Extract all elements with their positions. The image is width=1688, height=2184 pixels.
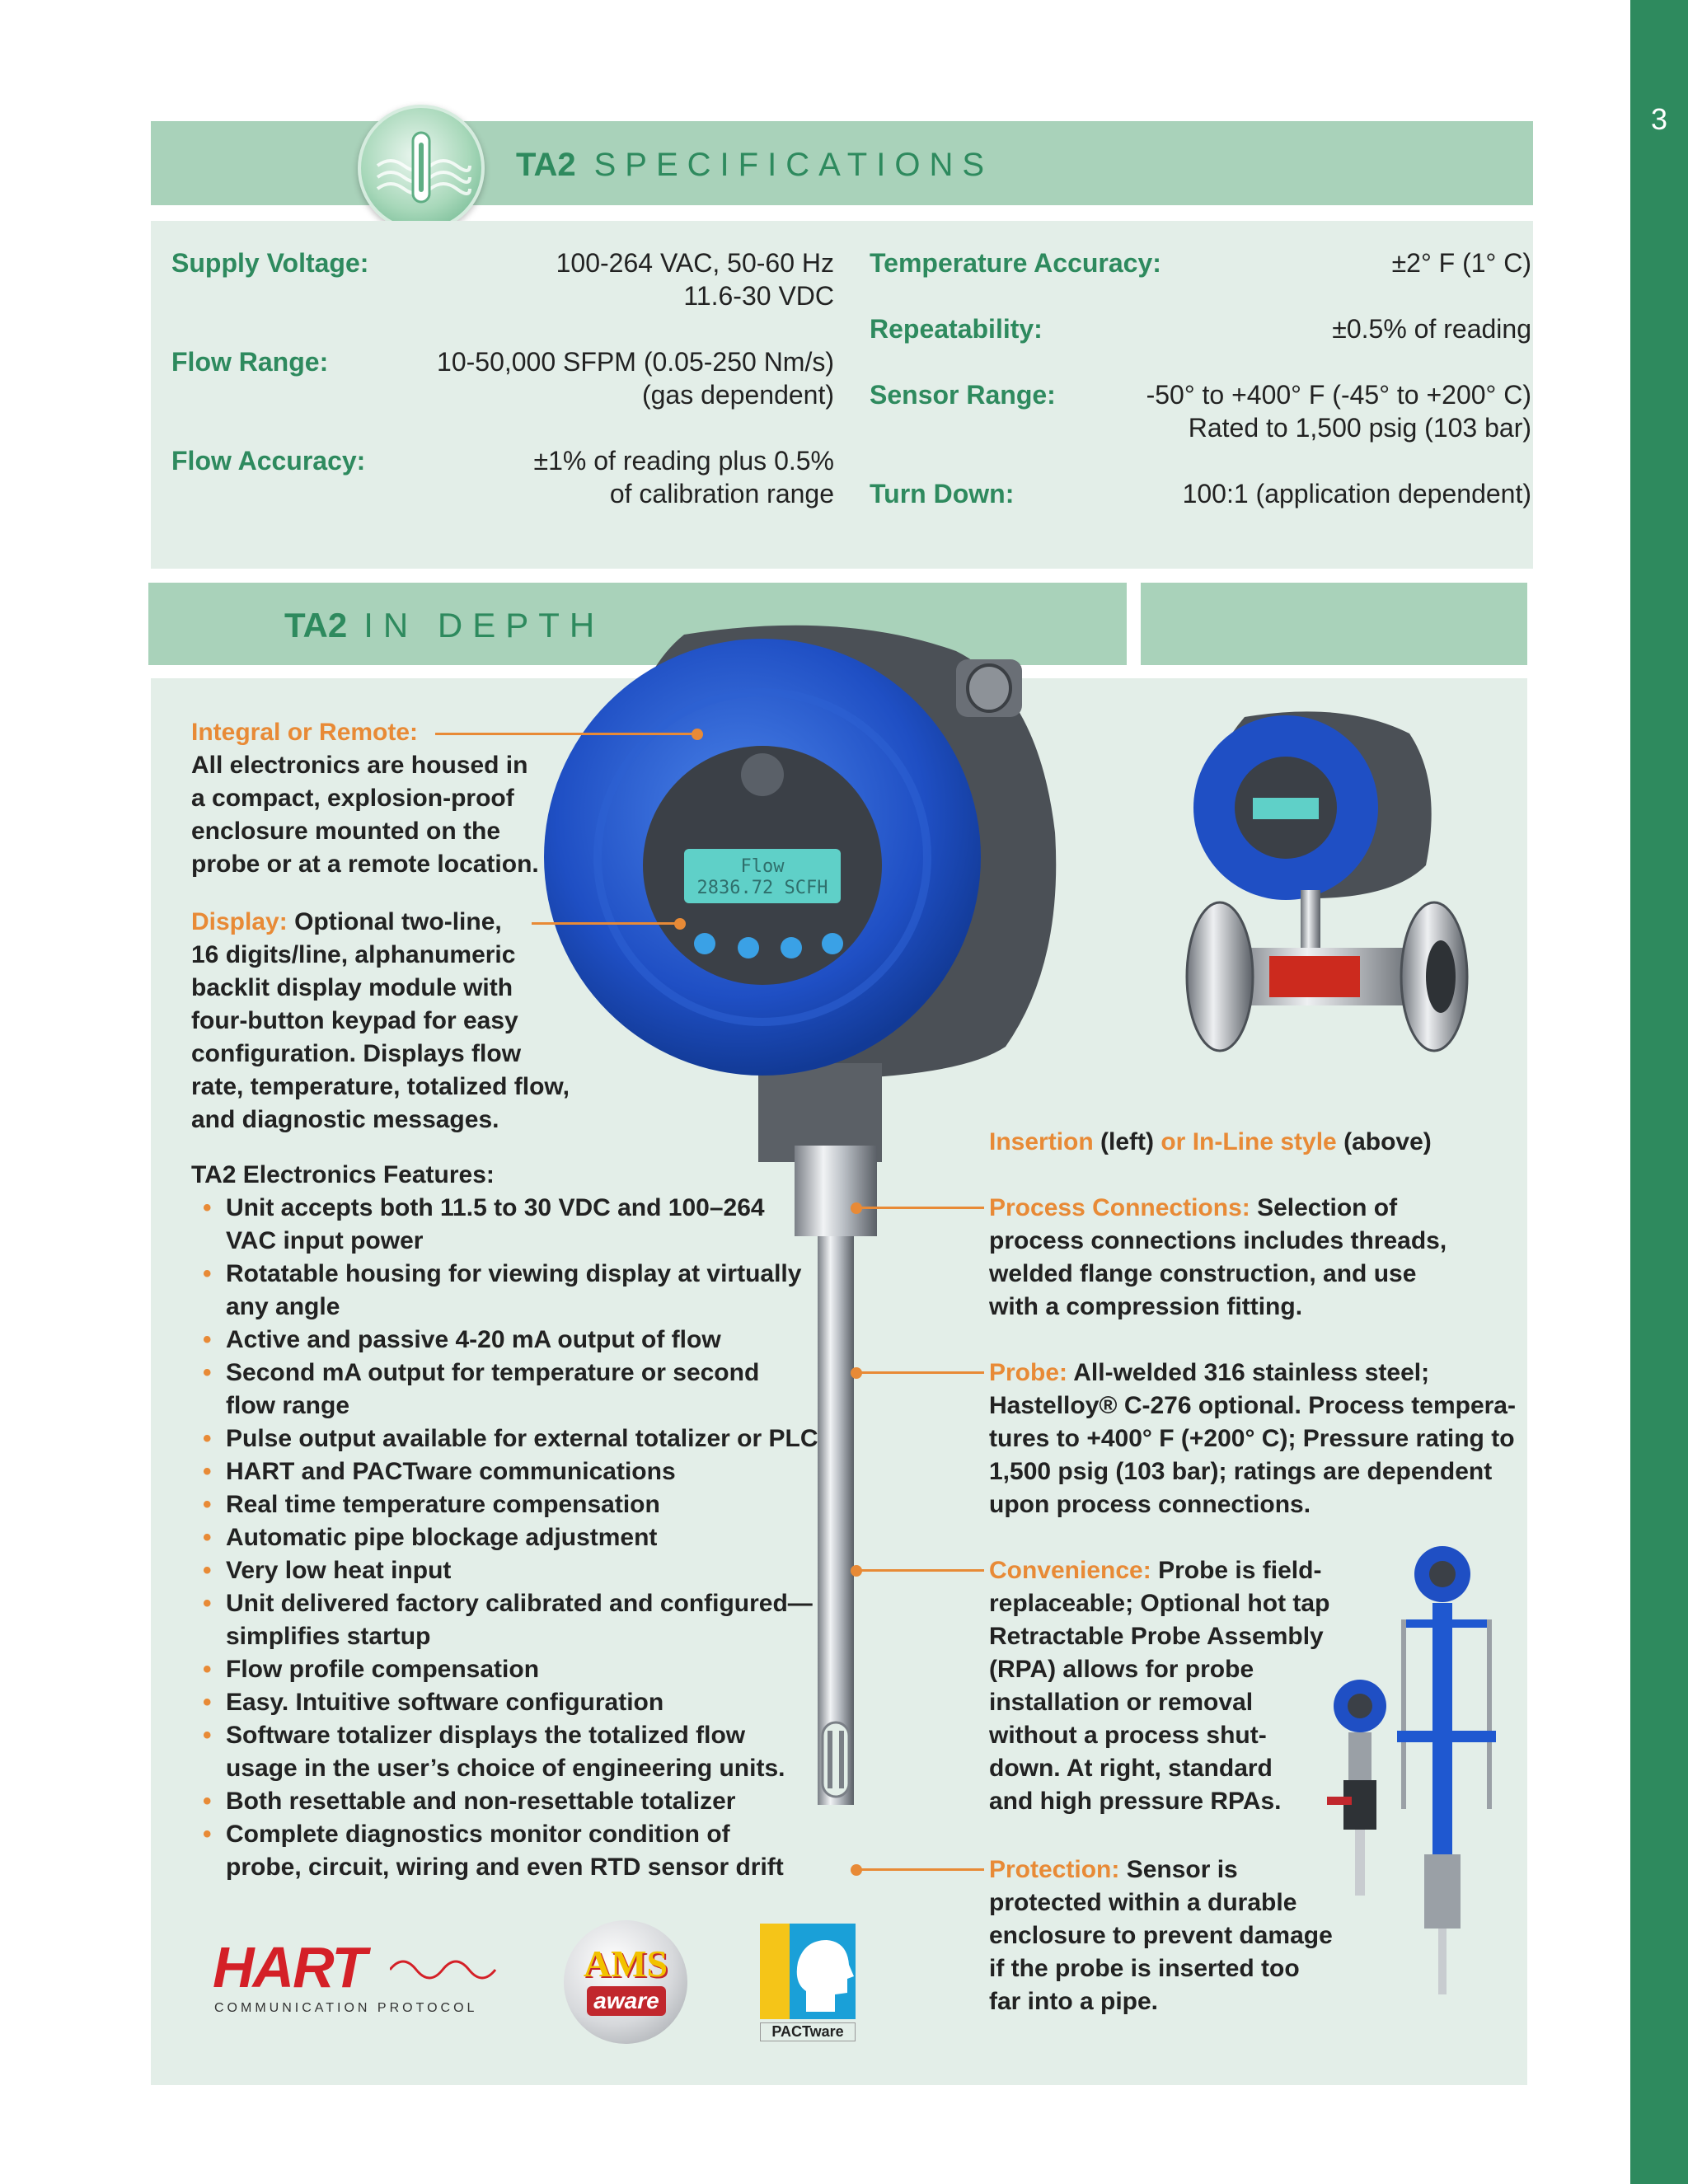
display-dot	[674, 918, 686, 930]
electronics-feature-item: • Unit delivered factory calibrated and configured— simplifies startup	[191, 1587, 834, 1653]
electronics-feature-item: • Pulse output available for external totalizer or PLC	[191, 1422, 834, 1455]
integral-remote-heading: Integral or Remote:	[191, 719, 419, 746]
flow-range-label: Flow Range:	[171, 347, 329, 377]
electronics-feature-item: • Active and passive 4-20 mA output of flow	[191, 1324, 834, 1357]
flow-range-value: 10-50,000 SFPM (0.05-250 Nm/s) (gas dependent)	[437, 347, 834, 410]
probe-leader	[860, 1371, 984, 1374]
electronics-feature-item: • Unit accepts both 11.5 to 30 VDC and 100–264 VAC input power	[191, 1192, 834, 1258]
convenience-heading: Convenience:	[989, 1557, 1151, 1584]
side-bar	[1630, 0, 1688, 2184]
electronics-features-list	[191, 1192, 834, 1884]
display-block: Display: Optional two-line, 16 digits/line, alphanumeric backlit display module with four-button keypad for easy configuration. Displays flow rate, temperature, totalized flow, and diagnostic messages.	[191, 908, 570, 1133]
pactware-head-icon	[790, 1933, 856, 2016]
electronics-feature-item: • Flow profile compensation	[191, 1653, 834, 1686]
electronics-feature-item: • Complete diagnostics monitor condition of probe, circuit, wiring and even RTD sensor drift	[191, 1818, 834, 1884]
pactware-logo: PACTware	[760, 1924, 856, 2039]
process-connections-heading: Process Connections:	[989, 1194, 1250, 1221]
electronics-features-heading: TA2 Electronics Features:	[191, 1161, 495, 1188]
flow-accuracy-label: Flow Accuracy:	[171, 446, 366, 476]
electronics-feature-item: • Both resettable and non-resettable totalizer	[191, 1785, 834, 1818]
electronics-feature-item: • Real time temperature compensation	[191, 1488, 834, 1521]
hart-wave-icon	[390, 1953, 497, 1986]
specifications-title: TA2 SPECIFICATIONS	[516, 147, 994, 183]
protection-block: Protection: Sensor is protected within a durable enclosure to prevent damage if the probe is inserted too far into a pipe.	[989, 1856, 1333, 2015]
display-line-2: 2836.72 SCFH	[696, 878, 828, 898]
electronics-feature-item: • HART and PACTware communications	[191, 1455, 834, 1488]
display-heading: Display:	[191, 908, 288, 935]
convenience-block: Convenience: Probe is field- replaceable; Optional hot tap Retractable Probe Assembly (RPA) allows for probe installation or removal without a process shut- down. At right, standard and high pressure RPAs.	[989, 1557, 1330, 1815]
hart-logo: HART COMMUNICATION PROTOCOL	[213, 1938, 497, 2029]
display-line-1: Flow	[740, 856, 785, 877]
sensor-range-label: Sensor Range:	[870, 380, 1056, 410]
convenience-leader	[860, 1569, 984, 1572]
turn-down-label: Turn Down:	[870, 479, 1015, 509]
electronics-feature-item: • Automatic pipe blockage adjustment	[191, 1521, 834, 1554]
inline-flow-meter-image	[1179, 701, 1475, 1080]
thermal-logo-icon	[358, 105, 485, 232]
integral-remote-dot	[692, 729, 703, 740]
sensor-range-value: -50° to +400° F (-45° to +200° C) Rated to 1,500 psig (103 bar)	[1146, 380, 1531, 443]
supply-voltage-label: Supply Voltage:	[171, 248, 369, 278]
ams-aware-logo: AMS aware	[564, 1920, 687, 2044]
in-depth-header-bar-right	[1141, 583, 1527, 665]
electronics-feature-item: • Second mA output for temperature or second flow range	[191, 1357, 834, 1422]
display-leader	[532, 922, 677, 925]
flow-accuracy-value: ±1% of reading plus 0.5% of calibration range	[533, 446, 834, 509]
process-connections-block: Process Connections: Selection of process connections includes threads, welded flange construction, and use with a compression fitting.	[989, 1194, 1447, 1320]
in-depth-title: TA2 IN DEPTH	[284, 606, 605, 644]
electronics-feature-item: • Rotatable housing for viewing display at virtually any angle	[191, 1258, 834, 1324]
integral-remote-block: Integral or Remote: All electronics are housed in a compact, explosion-proof enclosure mounted on the probe or at a remote location.	[191, 716, 620, 881]
turn-down-value: 100:1 (application dependent)	[1182, 479, 1531, 509]
integral-remote-leader	[435, 733, 697, 735]
page-number: 3	[1650, 102, 1668, 136]
repeatability-value: ±0.5% of reading	[1332, 314, 1531, 344]
temperature-accuracy-label: Temperature Accuracy:	[870, 248, 1161, 278]
electronics-feature-item: • Easy. Intuitive software configuration	[191, 1686, 834, 1719]
process-connections-leader	[860, 1207, 984, 1209]
protection-heading: Protection:	[989, 1856, 1120, 1883]
style-caption: Insertion (left) or In-Line style (above)	[989, 1128, 1432, 1155]
probe-block: Probe: All-welded 316 stainless steel; Hastelloy® C-276 optional. Process tempera- tures to +400° F (+200° C); Pressure rating to 1,500 psig (103 bar); ratings are dependent upon process connections.	[989, 1359, 1516, 1518]
temperature-accuracy-value: ±2° F (1° C)	[1391, 248, 1531, 278]
electronics-feature-item: • Very low heat input	[191, 1554, 834, 1587]
probe-heading: Probe:	[989, 1359, 1068, 1386]
electronics-feature-item: • Software totalizer displays the totalized flow usage in the user’s choice of engineering units.	[191, 1719, 834, 1785]
protection-leader	[860, 1868, 984, 1871]
supply-voltage-value: 100-264 VAC, 50-60 Hz 11.6-30 VDC	[556, 248, 834, 311]
repeatability-label: Repeatability:	[870, 314, 1043, 344]
rpa-assemblies-image	[1311, 1541, 1508, 2003]
